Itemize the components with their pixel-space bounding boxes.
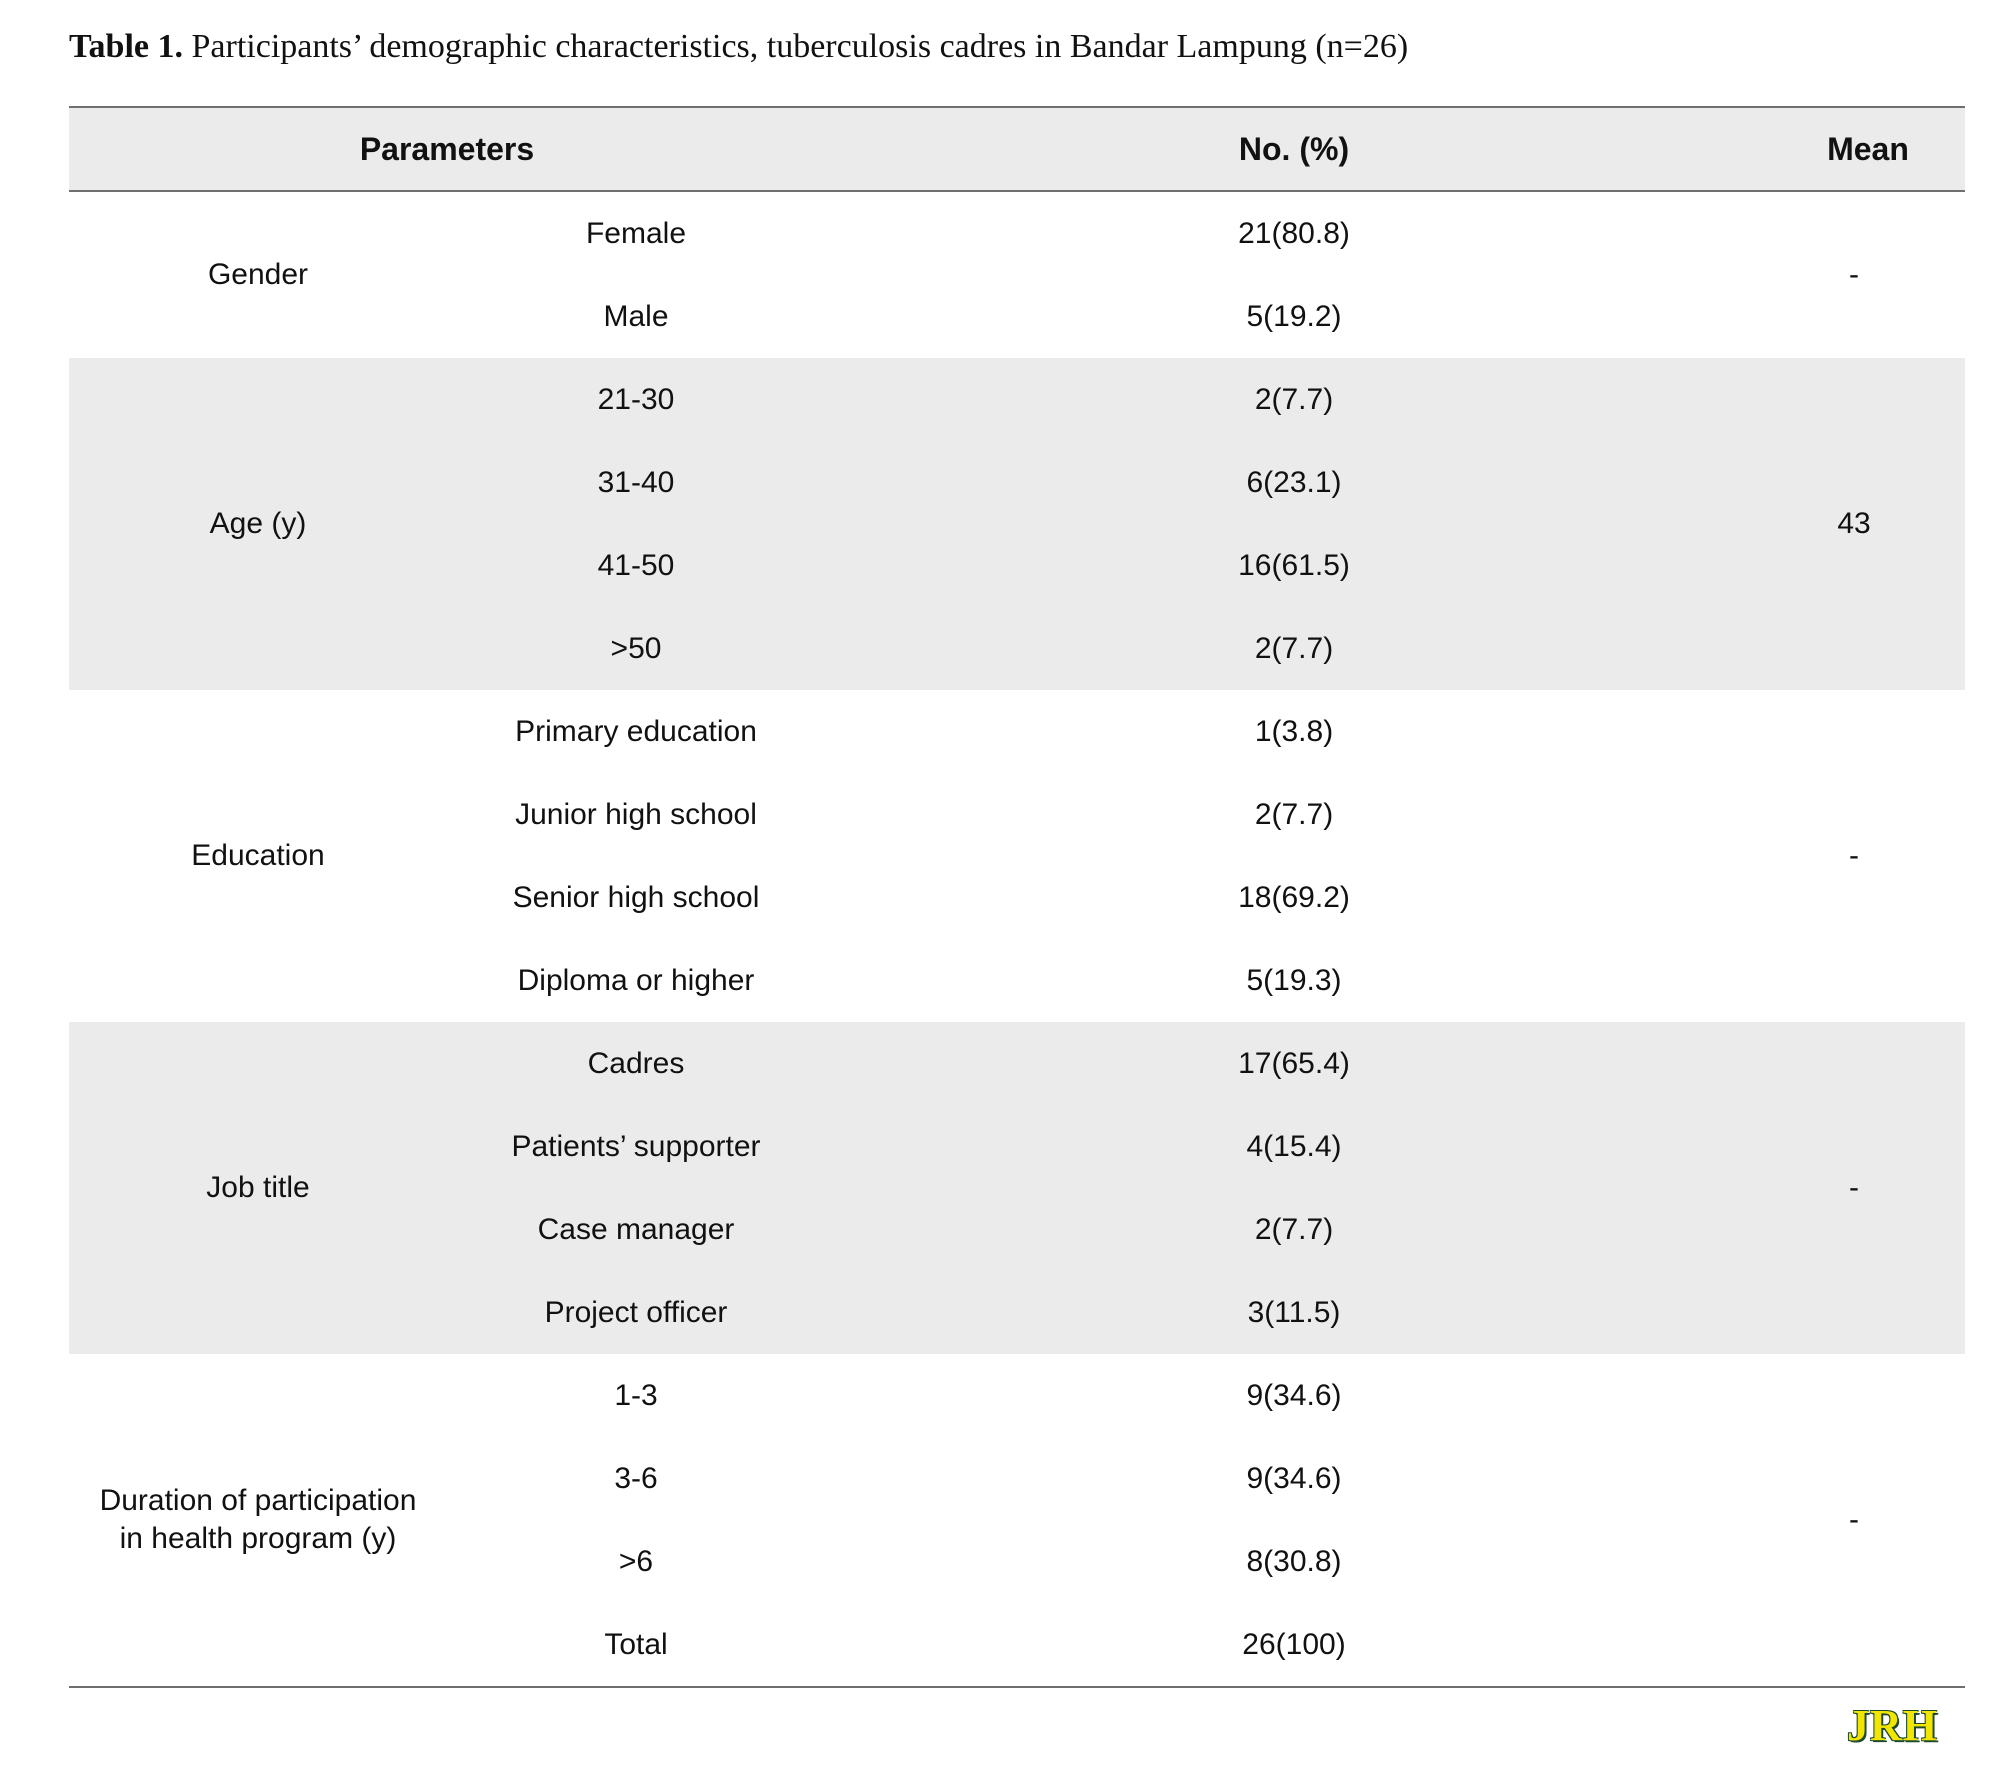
group-rows: [447, 192, 1723, 358]
table-row: [447, 1437, 1723, 1520]
row-value: 26(100): [1242, 1627, 1346, 1661]
row-category: >6: [618, 1544, 654, 1578]
table-row: [447, 1022, 1723, 1105]
header-no-percent: No. (%): [1238, 130, 1350, 167]
row-value: 8(30.8): [1246, 1544, 1342, 1578]
row-value: 2(7.7): [1254, 797, 1334, 831]
group-mean: -: [1849, 258, 1859, 291]
row-value: 6(23.1): [1246, 465, 1342, 499]
row-value: 21(80.8): [1238, 216, 1350, 250]
row-category: Cadres: [587, 1046, 685, 1080]
row-category: Total: [604, 1627, 668, 1661]
table-row: [447, 275, 1723, 358]
table-row: [447, 1603, 1723, 1686]
row-category: 1-3: [614, 1378, 658, 1412]
table-row: [447, 1271, 1723, 1354]
group-mean: -: [1849, 839, 1859, 872]
demographics-table: [69, 106, 1965, 1688]
group-rows: [447, 358, 1723, 690]
journal-logo: JRH: [1847, 1701, 1938, 1750]
row-category: Diploma or higher: [517, 963, 755, 997]
group-rows: [447, 1022, 1723, 1354]
row-category: Female: [585, 216, 687, 250]
header-mean: Mean: [1827, 130, 1909, 167]
table-row: [447, 856, 1723, 939]
group-duration: [69, 1354, 1965, 1686]
row-category: 31-40: [597, 465, 675, 499]
group-education: [69, 690, 1965, 1022]
group-label: [69, 1354, 447, 1686]
row-value: 3(11.5): [1247, 1295, 1341, 1329]
table-row: [447, 1520, 1723, 1603]
group-job-title: [69, 1022, 1965, 1354]
row-value: 9(34.6): [1246, 1461, 1342, 1495]
group-rows: [447, 690, 1723, 1022]
table-header: [69, 108, 1965, 192]
row-category: Primary education: [515, 714, 757, 748]
row-category: Male: [603, 299, 669, 333]
group-mean: -: [1849, 1171, 1859, 1204]
group-gender: [69, 192, 1965, 358]
row-value: 16(61.5): [1238, 548, 1350, 582]
header-parameters: Parameters: [359, 130, 535, 167]
group-label-line-2: in health program (y): [119, 1522, 397, 1555]
group-label: Education: [191, 839, 325, 872]
table-row: [447, 441, 1723, 524]
table-row: [447, 1188, 1723, 1271]
row-value: 5(19.3): [1246, 963, 1342, 997]
row-category: 41-50: [597, 548, 675, 582]
row-value: 1(3.8): [1254, 714, 1334, 748]
group-rows: [447, 1354, 1723, 1686]
table-caption-text: Participants’ demographic characteristics, tuberculosis cadres in Bandar Lampung (n=26): [183, 28, 1409, 65]
group-label: Age (y): [209, 507, 307, 540]
group-label: Gender: [207, 258, 309, 291]
row-category: Case manager: [537, 1212, 735, 1246]
group-mean: 43: [1837, 507, 1871, 540]
row-value: 2(7.7): [1254, 631, 1334, 665]
row-category: Patients’ supporter: [511, 1129, 761, 1163]
row-value: 2(7.7): [1254, 382, 1334, 416]
row-category: >50: [610, 631, 662, 665]
group-age: [69, 358, 1965, 690]
row-category: Senior high school: [512, 880, 760, 914]
row-category: 3-6: [614, 1461, 658, 1495]
row-value: 18(69.2): [1238, 880, 1350, 914]
table-row: [447, 1105, 1723, 1188]
row-category: Project officer: [544, 1295, 728, 1329]
table-row: [447, 773, 1723, 856]
table-caption: [69, 28, 1408, 66]
group-mean: -: [1849, 1503, 1859, 1536]
group-label: Job title: [206, 1171, 310, 1204]
row-category: Junior high school: [515, 797, 757, 831]
table-row: [447, 192, 1723, 275]
table-row: [447, 1354, 1723, 1437]
table-caption-label: Table 1.: [69, 28, 184, 65]
row-value: 2(7.7): [1254, 1212, 1334, 1246]
table-row: [447, 939, 1723, 1022]
row-value: 9(34.6): [1246, 1378, 1342, 1412]
table-row: [447, 524, 1723, 607]
table-row: [447, 607, 1723, 690]
row-value: 4(15.4): [1246, 1129, 1342, 1163]
table-row: [447, 690, 1723, 773]
row-value: 17(65.4): [1238, 1046, 1350, 1080]
row-value: 5(19.2): [1246, 299, 1342, 333]
table-row: [447, 358, 1723, 441]
group-label-line-1: Duration of participation: [99, 1484, 417, 1517]
row-category: 21-30: [597, 382, 675, 416]
